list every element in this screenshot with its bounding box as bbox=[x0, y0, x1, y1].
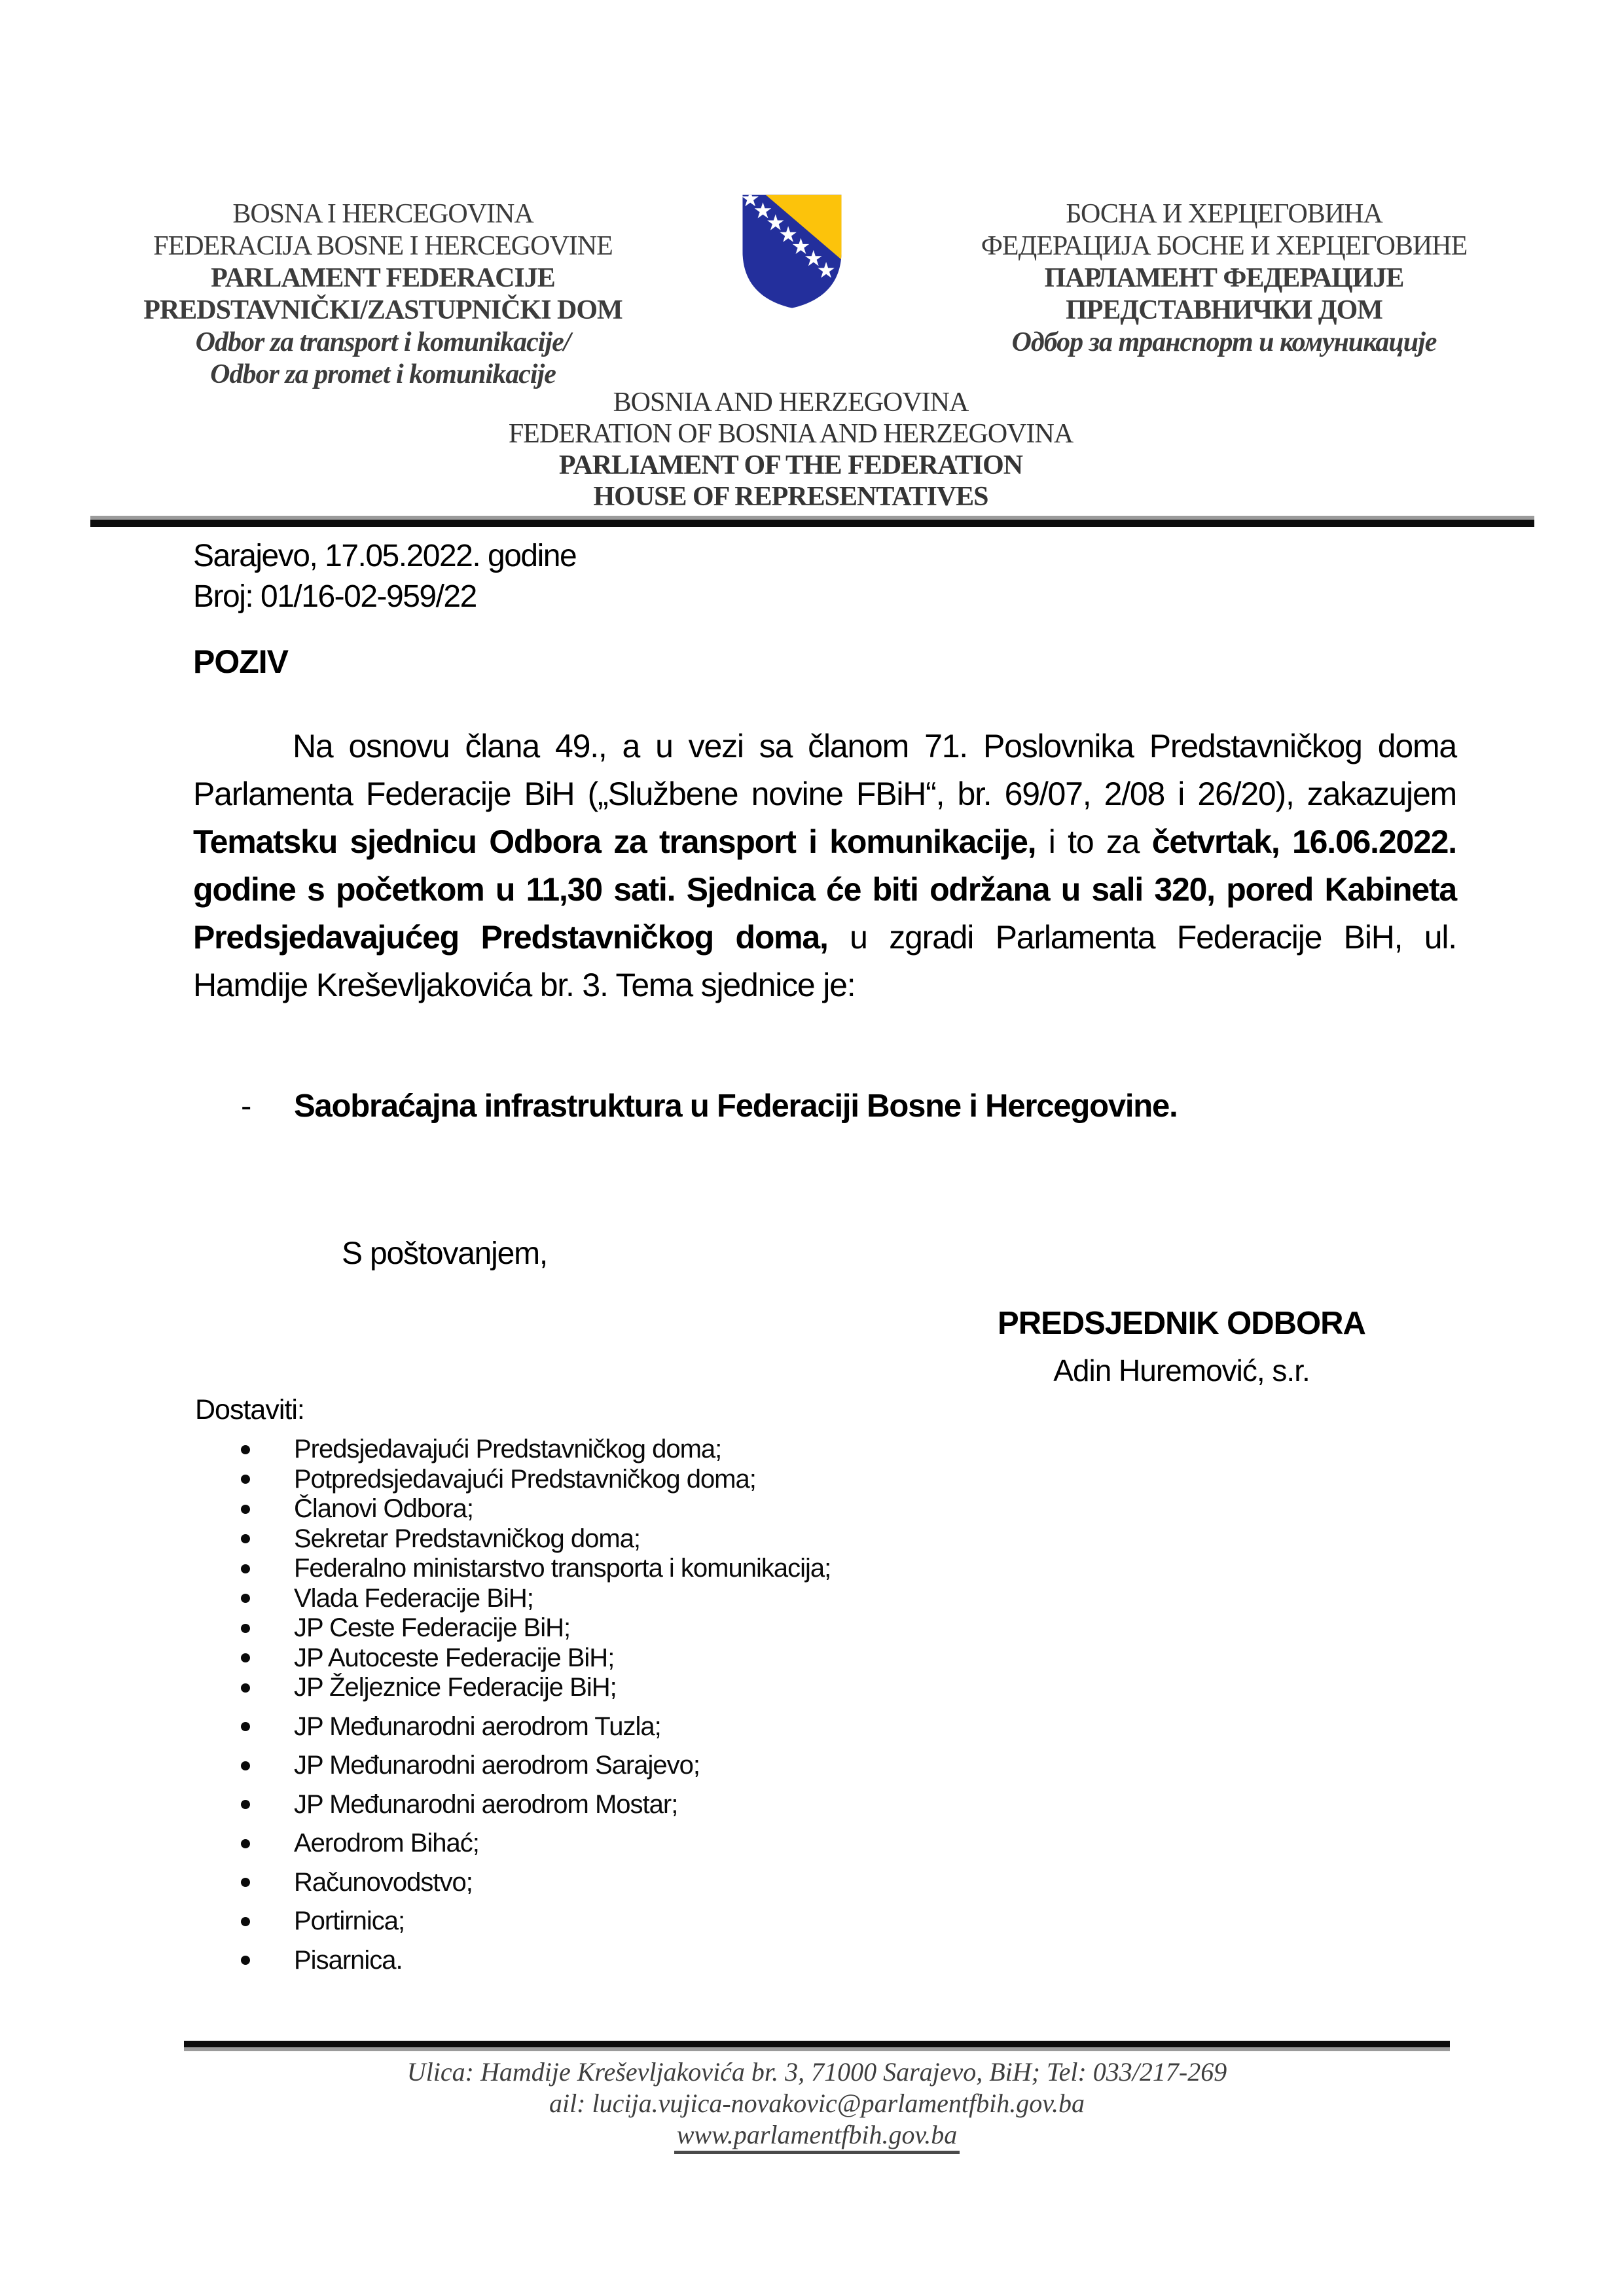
bullet-icon bbox=[241, 1800, 250, 1809]
distribution-list-item bbox=[241, 1465, 831, 1495]
distribution-list-item bbox=[241, 1946, 831, 1976]
distribution-list-item bbox=[241, 1907, 831, 1937]
bullet-icon bbox=[241, 1624, 250, 1633]
distribution-list bbox=[241, 1435, 831, 1975]
agenda-item-text: Saobraćajna infrastruktura u Federaciji Bosne i Hercegovine. bbox=[294, 1088, 1178, 1124]
distribution-item-text: Vlada Federacije BiH; bbox=[294, 1583, 533, 1613]
bullet-icon bbox=[241, 1761, 250, 1770]
distribution-item-text: JP Međunarodni aerodrom Mostar; bbox=[294, 1789, 678, 1819]
bullet-icon bbox=[241, 1878, 250, 1887]
document-title: POZIV bbox=[193, 643, 289, 680]
footer bbox=[184, 2056, 1450, 2151]
letterhead-line-country-cyr: БОСНА И ХЕРЦЕГОВИНА bbox=[1066, 199, 1382, 229]
letterhead-line-house-en: HOUSE OF REPRESENTATIVES bbox=[593, 482, 988, 512]
footer-email: ail: lucija.vujica-novakovic@parlamentfbih.gov.ba bbox=[549, 2089, 1085, 2118]
letterhead-line-federation: FEDERACIJA BOSNE I HERCEGOVINE bbox=[153, 231, 613, 261]
signature-title: PREDSJEDNIK ODBORA bbox=[998, 1306, 1365, 1341]
distribution-item-text: JP Međunarodni aerodrom Tuzla; bbox=[294, 1712, 661, 1741]
distribution-list-item bbox=[241, 1643, 831, 1674]
closing-salutation: S poštovanjem, bbox=[342, 1236, 548, 1271]
distribution-item-text: Portirnica; bbox=[294, 1907, 405, 1936]
distribution-list-item bbox=[241, 1829, 831, 1859]
distribution-item-text: Računovodstvo; bbox=[294, 1867, 473, 1897]
letterhead-line-parliament: PARLAMENT FEDERACIJE bbox=[211, 263, 555, 293]
body-paragraph: Na osnovu člana 49., a u vezi sa članom 71. Poslovnika Predstavničkog doma Parlamenta Federacije BiH („Službene novine FBiH“, br. 69/07, 2/08 i 26/20), zakazujem Tematsku sjednicu Odbora za transport i komunikacije, i to za četvrtak, 16.06.2022. godine s početkom u 11,30 sati. Sjednica će biti održana u sali 320, pored Kabineta Predsjedavajućeg Predstavničkog doma, u zgradi Parlamenta Federacije BiH, ul. Hamdije Kreševljakovića br. 3. Tema sjednice je: bbox=[193, 728, 1456, 1003]
distribution-item-text: JP Željeznice Federacije BiH; bbox=[294, 1673, 617, 1702]
bih-coat-of-arms-icon bbox=[737, 191, 847, 313]
distribution-label: Dostaviti: bbox=[195, 1394, 304, 1426]
bullet-icon bbox=[241, 1505, 250, 1514]
distribution-list-item bbox=[241, 1712, 831, 1742]
distribution-list-item bbox=[241, 1435, 831, 1465]
distribution-list-item bbox=[241, 1494, 831, 1524]
bullet-icon bbox=[241, 1722, 250, 1731]
letterhead-line-country-en: BOSNIA AND HERZEGOVINA bbox=[613, 387, 969, 418]
bullet-icon bbox=[241, 1839, 250, 1848]
letterhead-line-committee-2: Odbor za promet i komunikacije bbox=[210, 359, 556, 389]
letterhead-line-federation-en: FEDERATION OF BOSNIA AND HERZEGOVINA bbox=[508, 419, 1074, 449]
distribution-list-item bbox=[241, 1584, 831, 1614]
letterhead-line-federation-cyr: ФЕДЕРАЦИЈА БОСНЕ И ХЕРЦЕГОВИНЕ bbox=[981, 231, 1468, 261]
bullet-icon bbox=[241, 1683, 250, 1693]
letterhead-line-country: BOSNA I HERCEGOVINA bbox=[232, 199, 533, 229]
signature-name: Adin Huremović, s.r. bbox=[1053, 1354, 1310, 1388]
distribution-list-item bbox=[241, 1868, 831, 1898]
footer-website-link: www.parlamentfbih.gov.ba bbox=[674, 2120, 960, 2154]
separator-rule bbox=[90, 520, 1534, 527]
dash-bullet: - bbox=[241, 1088, 251, 1124]
letterhead-line-committee-1: Odbor za transport i komunikacije/ bbox=[195, 327, 571, 357]
coat-of-arms-svg bbox=[737, 191, 847, 313]
agenda-item bbox=[241, 1088, 1177, 1124]
place-date: Sarajevo, 17.05.2022. godine bbox=[193, 539, 577, 573]
distribution-item-text: Federalno ministarstvo transporta i komunikacija; bbox=[294, 1554, 831, 1583]
header-separator-line bbox=[90, 516, 1534, 527]
distribution-list-item bbox=[241, 1554, 831, 1584]
letterhead-line-parliament-en: PARLIAMENT OF THE FEDERATION bbox=[558, 450, 1023, 480]
letterhead-line-parliament-cyr: ПАРЛАМЕНТ ФЕДЕРАЦИЈЕ bbox=[1044, 263, 1404, 293]
signature-block bbox=[952, 1305, 1411, 1388]
footer-rule-shadow bbox=[184, 2047, 1450, 2051]
distribution-item-text: JP Autoceste Federacije BiH; bbox=[294, 1643, 615, 1672]
letterhead-english bbox=[0, 387, 1581, 512]
bullet-icon bbox=[241, 1445, 250, 1454]
distribution-list-item bbox=[241, 1524, 831, 1554]
footer-rule bbox=[184, 2041, 1450, 2047]
bullet-icon bbox=[241, 1475, 250, 1484]
footer-separator-line bbox=[184, 2041, 1450, 2051]
distribution-list-item bbox=[241, 1673, 831, 1703]
distribution-item-text: Pisarnica. bbox=[294, 1945, 403, 1975]
bullet-icon bbox=[241, 1534, 250, 1543]
letterhead-line-house-cyr: ПРЕДСТАВНИЧКИ ДОМ bbox=[1066, 295, 1382, 325]
distribution-list-item bbox=[241, 1790, 831, 1820]
distribution-list-item bbox=[241, 1751, 831, 1781]
distribution-item-text: Članovi Odbora; bbox=[294, 1494, 474, 1524]
letterhead-line-committee-cyr: Одбор за транспорт и комуникације bbox=[1011, 327, 1437, 357]
distribution-item-text: Potpredsjedavajući Predstavničkog doma; bbox=[294, 1464, 756, 1494]
bullet-icon bbox=[241, 1956, 250, 1965]
letterhead-line-house: PREDSTAVNIČKI/ZASTUPNIČKI DOM bbox=[143, 295, 623, 325]
letterhead-bosnian bbox=[59, 198, 707, 391]
letterhead-cyrillic bbox=[903, 198, 1545, 359]
bullet-icon bbox=[241, 1594, 250, 1603]
distribution-item-text: Aerodrom Bihać; bbox=[294, 1829, 479, 1858]
footer-address: Ulica: Hamdije Kreševljakovića br. 3, 71000 Sarajevo, BiH; Tel: 033/217-269 bbox=[406, 2057, 1227, 2087]
bullet-icon bbox=[241, 1653, 250, 1662]
distribution-item-text: JP Međunarodni aerodrom Sarajevo; bbox=[294, 1751, 700, 1780]
bullet-icon bbox=[241, 1564, 250, 1573]
distribution-item-text: Predsjedavajući Predstavničkog doma; bbox=[294, 1435, 722, 1464]
distribution-list-item bbox=[241, 1613, 831, 1643]
distribution-item-text: JP Ceste Federacije BiH; bbox=[294, 1613, 571, 1643]
distribution-item-text: Sekretar Predstavničkog doma; bbox=[294, 1524, 641, 1553]
bullet-icon bbox=[241, 1917, 250, 1926]
reference-number: Broj: 01/16-02-959/22 bbox=[193, 579, 477, 614]
